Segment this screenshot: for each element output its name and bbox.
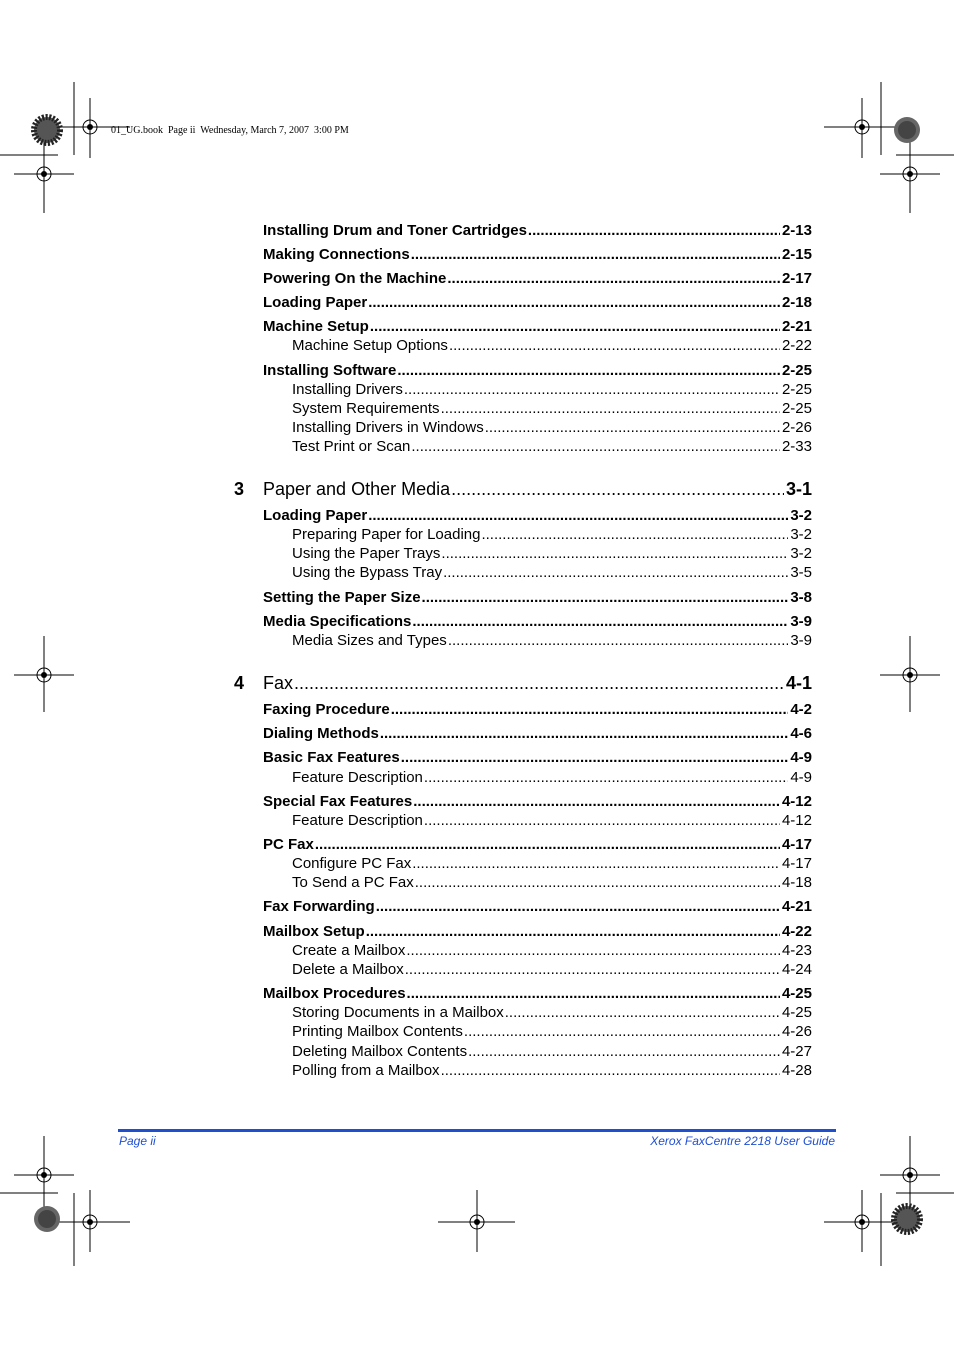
toc-entry-page: 2-17 [781, 270, 812, 287]
toc-leader-dots [366, 923, 780, 940]
toc-entry-title: Feature Description [292, 769, 423, 786]
toc-entry-title: Create a Mailbox [292, 942, 406, 959]
toc-entry-page: 2-18 [781, 294, 812, 311]
toc-entry-page: 4-27 [781, 1043, 812, 1060]
toc-entry-page: 3-9 [790, 613, 812, 630]
toc-subsection-entry[interactable] [292, 1023, 812, 1043]
toc-section-entry[interactable] [263, 222, 812, 242]
toc-entry-title: Mailbox Procedures [263, 985, 406, 1002]
toc-entry-page: 2-26 [781, 419, 812, 436]
toc-entry-title: Installing Drum and Toner Cartridges [263, 222, 527, 239]
toc-entry-title: Basic Fax Features [263, 749, 400, 766]
toc-section-entry[interactable] [263, 507, 812, 527]
toc-leader-dots [405, 961, 780, 978]
footer-page-number: Page ii [119, 1134, 156, 1148]
toc-section-entry[interactable] [263, 749, 812, 769]
print-slug: 01_UG.book Page ii Wednesday, March 7, 2007 3:00 PM [111, 125, 349, 136]
toc-subsection-entry[interactable] [292, 400, 812, 420]
toc-entry-page: 4-25 [781, 985, 812, 1002]
toc-entry-page: 4-2 [790, 701, 812, 718]
toc-entry-page: 2-13 [781, 222, 812, 239]
toc-entry-title: Paper and Other Media [263, 479, 451, 499]
toc-entry-page: 4-12 [781, 812, 812, 829]
toc-section-entry[interactable] [263, 613, 812, 633]
toc-leader-dots [411, 246, 780, 263]
toc-subsection-entry[interactable] [292, 855, 812, 875]
toc-leader-dots [468, 1043, 780, 1060]
toc-entry-title: Polling from a Mailbox [292, 1062, 440, 1079]
toc-leader-dots [412, 613, 788, 630]
toc-entry-title: Printing Mailbox Contents [292, 1023, 463, 1040]
toc-leader-dots [368, 507, 788, 524]
toc-chapter-entry[interactable] [263, 673, 812, 697]
toc-entry-title: Storing Documents in a Mailbox [292, 1004, 504, 1021]
toc-entry-page: 4-17 [781, 855, 812, 872]
toc-leader-dots [380, 725, 788, 742]
toc-entry-title: To Send a PC Fax [292, 874, 414, 891]
toc-leader-dots [447, 270, 780, 287]
toc-entry-title: Loading Paper [263, 507, 368, 524]
toc-entry-page: 3-8 [790, 589, 812, 606]
toc-section-entry[interactable] [263, 701, 812, 721]
toc-leader-dots [401, 749, 789, 766]
toc-leader-dots [404, 381, 780, 398]
toc-leader-dots [412, 855, 780, 872]
toc-leader-dots [424, 769, 788, 786]
chapter-number: 4 [234, 673, 245, 693]
toc-entry-title: Media Specifications [263, 613, 412, 630]
toc-entry-page: 2-15 [781, 246, 812, 263]
toc-leader-dots [424, 812, 780, 829]
toc-entry-title: Media Sizes and Types [292, 632, 447, 649]
toc-entry-title: Feature Description [292, 812, 423, 829]
toc-entry-title: Test Print or Scan [292, 438, 411, 455]
toc-entry-page: 4-24 [781, 961, 812, 978]
toc-leader-dots [441, 400, 780, 417]
toc-subsection-entry[interactable] [292, 812, 812, 832]
toc-leader-dots [407, 985, 780, 1002]
toc-leader-dots [411, 438, 780, 455]
toc-subsection-entry[interactable] [292, 526, 812, 546]
toc-section-entry[interactable] [263, 793, 812, 813]
toc-entry-title: Loading Paper [263, 294, 368, 311]
footer-guide-title: Xerox FaxCentre 2218 User Guide [650, 1134, 835, 1148]
toc-entry-page: 2-25 [781, 362, 812, 379]
toc-entry-page: 2-22 [781, 337, 812, 354]
toc-subsection-entry[interactable] [292, 337, 812, 357]
toc-leader-dots [449, 337, 780, 354]
toc-leader-dots [415, 874, 780, 891]
toc-entry-page: 4-12 [781, 793, 812, 810]
toc-entry-page: 2-33 [781, 438, 812, 455]
toc-entry-title: Fax Forwarding [263, 898, 375, 915]
toc-leader-dots [391, 701, 789, 718]
toc-entry-title: Setting the Paper Size [263, 589, 421, 606]
toc-subsection-entry[interactable] [292, 545, 812, 565]
toc-section-entry[interactable] [263, 270, 812, 290]
toc-entry-title: PC Fax [263, 836, 314, 853]
toc-section-entry[interactable] [263, 294, 812, 314]
toc-subsection-entry[interactable] [292, 1062, 812, 1082]
toc-subsection-entry[interactable] [292, 438, 812, 458]
toc-subsection-entry[interactable] [292, 381, 812, 401]
toc-entry-page: 4-26 [781, 1023, 812, 1040]
toc-entry-title: Machine Setup [263, 318, 369, 335]
toc-section-entry[interactable] [263, 898, 812, 918]
toc-entry-page: 4-25 [781, 1004, 812, 1021]
toc-leader-dots [397, 362, 780, 379]
toc-subsection-entry[interactable] [292, 961, 812, 981]
toc-section-entry[interactable] [263, 836, 812, 856]
toc-leader-dots [294, 673, 784, 694]
toc-entry-page: 2-25 [781, 381, 812, 398]
toc-leader-dots [485, 419, 780, 436]
toc-section-entry[interactable] [263, 725, 812, 745]
chapter-number: 3 [234, 479, 245, 499]
toc-entry-title: Machine Setup Options [292, 337, 448, 354]
toc-entry-title: Powering On the Machine [263, 270, 447, 287]
toc-entry-title: Using the Bypass Tray [292, 564, 443, 581]
toc-entry-page: 3-2 [790, 507, 812, 524]
toc-entry-title: Installing Drivers [292, 381, 403, 398]
toc-entry-page: 4-17 [781, 836, 812, 853]
toc-leader-dots [443, 564, 788, 581]
toc-subsection-entry[interactable] [292, 1004, 812, 1024]
toc-entry-title: Preparing Paper for Loading [292, 526, 481, 543]
toc-entry-page: 2-21 [781, 318, 812, 335]
toc-entry-page: 4-21 [781, 898, 812, 915]
toc-entry-page: 4-28 [781, 1062, 812, 1079]
toc-leader-dots [464, 1023, 780, 1040]
toc-subsection-entry[interactable] [292, 419, 812, 439]
toc-subsection-entry[interactable] [292, 1043, 812, 1063]
toc-leader-dots [422, 589, 789, 606]
toc-section-entry[interactable] [263, 246, 812, 266]
toc-leader-dots [315, 836, 780, 853]
toc-section-entry[interactable] [263, 985, 812, 1005]
toc-entry-title: System Requirements [292, 400, 440, 417]
toc-subsection-entry[interactable] [292, 942, 812, 962]
toc-leader-dots [370, 318, 780, 335]
toc-entry-page: 4-6 [790, 725, 812, 742]
toc-section-entry[interactable] [263, 318, 812, 338]
toc-leader-dots [448, 632, 789, 649]
toc-subsection-entry[interactable] [292, 769, 812, 789]
toc-entry-page: 4-18 [781, 874, 812, 891]
toc-entry-page: 4-1 [785, 673, 812, 693]
footer-rule [118, 1129, 836, 1132]
toc-entry-title: Using the Paper Trays [292, 545, 441, 562]
toc-leader-dots [528, 222, 780, 239]
toc-entry-page: 4-23 [781, 942, 812, 959]
toc-leader-dots [441, 1062, 780, 1079]
toc-leader-dots [406, 942, 780, 959]
toc-entry-title: Installing Drivers in Windows [292, 419, 484, 436]
toc-entry-page: 4-9 [790, 769, 812, 786]
toc-subsection-entry[interactable] [292, 632, 812, 652]
toc-entry-title: Installing Software [263, 362, 397, 379]
toc-entry-title: Fax [263, 673, 294, 693]
toc-entry-page: 4-9 [790, 749, 812, 766]
toc-section-entry[interactable] [263, 589, 812, 609]
toc-entry-title: Mailbox Setup [263, 923, 365, 940]
toc-entry-page: 3-1 [785, 479, 812, 499]
toc-entry-title: Delete a Mailbox [292, 961, 404, 978]
toc-chapter-entry[interactable] [263, 479, 812, 503]
toc-entry-title: Making Connections [263, 246, 410, 263]
toc-entry-page: 4-22 [781, 923, 812, 940]
toc-entry-title: Configure PC Fax [292, 855, 412, 872]
toc-subsection-entry[interactable] [292, 564, 812, 584]
toc-entry-title: Dialing Methods [263, 725, 379, 742]
toc-leader-dots [481, 526, 788, 543]
toc-leader-dots [505, 1004, 780, 1021]
toc-leader-dots [451, 479, 784, 500]
toc-entry-page: 3-2 [790, 545, 812, 562]
toc-entry-title: Deleting Mailbox Contents [292, 1043, 468, 1060]
toc-leader-dots [413, 793, 780, 810]
toc-section-entry[interactable] [263, 923, 812, 943]
toc-entry-page: 3-2 [790, 526, 812, 543]
toc-leader-dots [441, 545, 788, 562]
toc-entry-page: 3-5 [790, 564, 812, 581]
toc-section-entry[interactable] [263, 362, 812, 382]
toc-entry-title: Special Fax Features [263, 793, 413, 810]
toc-subsection-entry[interactable] [292, 874, 812, 894]
toc-entry-page: 3-9 [790, 632, 812, 649]
toc-leader-dots [368, 294, 780, 311]
toc-entry-page: 2-25 [781, 400, 812, 417]
toc-leader-dots [376, 898, 780, 915]
toc-entry-title: Faxing Procedure [263, 701, 390, 718]
